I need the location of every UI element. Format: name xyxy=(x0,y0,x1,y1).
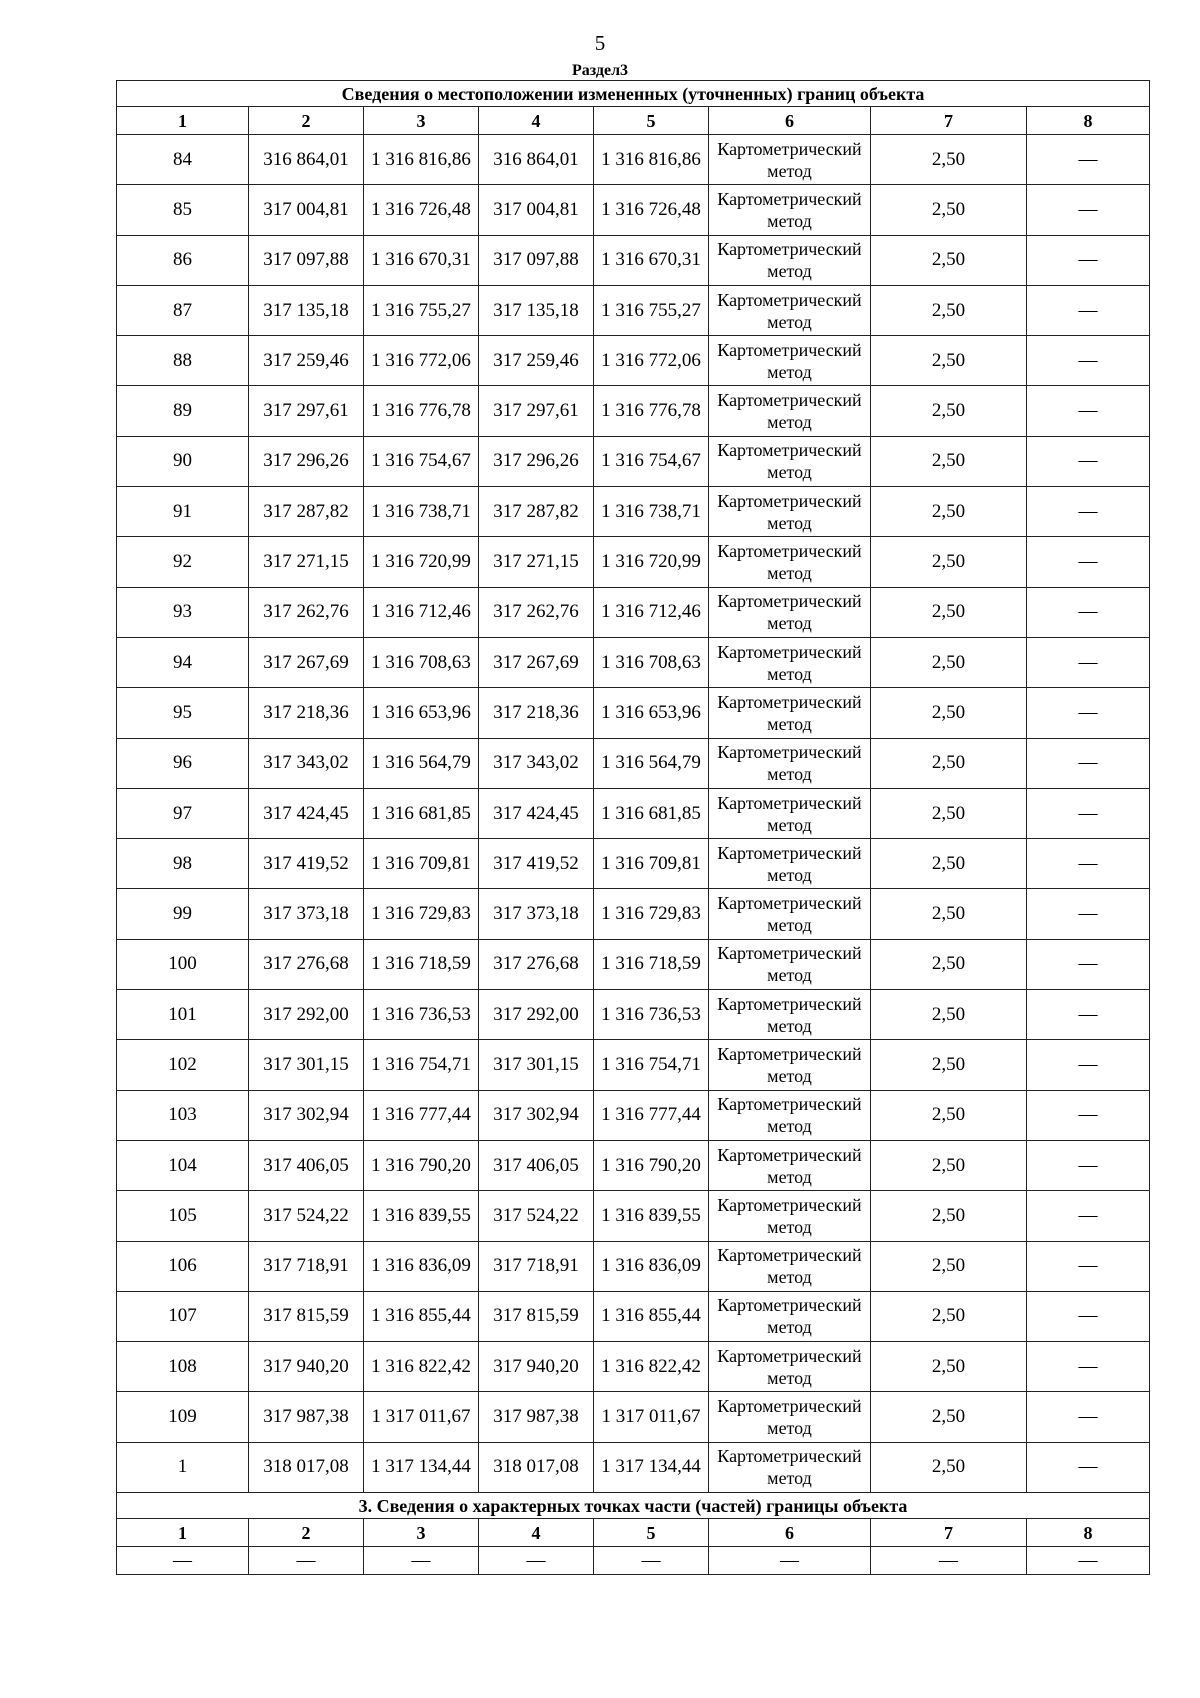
table-cell: 317 296,26 xyxy=(249,436,364,486)
parts-header-row xyxy=(117,1519,1150,1547)
table-cell: 108 xyxy=(117,1342,249,1392)
table-cell: 1 316 670,31 xyxy=(364,235,479,285)
table-cell: 2,50 xyxy=(871,990,1027,1040)
table-cell: 2,50 xyxy=(871,1291,1027,1341)
table-cell: 317 524,22 xyxy=(249,1191,364,1241)
table-cell: 1 316 777,44 xyxy=(594,1090,709,1140)
table-row xyxy=(117,336,1150,386)
table-cell: 317 940,20 xyxy=(249,1342,364,1392)
table-cell: 317 302,94 xyxy=(249,1090,364,1140)
table-cell: 317 297,61 xyxy=(479,386,594,436)
table-cell: 317 815,59 xyxy=(479,1291,594,1341)
table-cell: 317 343,02 xyxy=(249,738,364,788)
table-title: Сведения о местоположении измененных (уточненных) границ объекта xyxy=(117,81,1150,107)
table-cell: 1 317 134,44 xyxy=(364,1442,479,1492)
table-cell: 1 316 736,53 xyxy=(594,990,709,1040)
table-cell: — xyxy=(1027,688,1150,738)
table-cell: — xyxy=(1027,939,1150,989)
table-row xyxy=(117,587,1150,637)
table-cell: 1 316 712,46 xyxy=(364,587,479,637)
table-cell: — xyxy=(1027,1040,1150,1090)
table-cell: — xyxy=(1027,185,1150,235)
method-cell: Картометрический метод xyxy=(709,688,871,738)
table-cell: 1 316 855,44 xyxy=(364,1291,479,1341)
table-cell: 1 316 855,44 xyxy=(594,1291,709,1341)
table-cell: 317 004,81 xyxy=(479,185,594,235)
table-title-row xyxy=(117,81,1150,107)
table-cell: 1 316 738,71 xyxy=(364,487,479,537)
table-cell: 317 297,61 xyxy=(249,386,364,436)
table-row xyxy=(117,487,1150,537)
table-cell: — xyxy=(1027,1392,1150,1442)
table-cell: 1 316 653,96 xyxy=(364,688,479,738)
table-cell: 318 017,08 xyxy=(249,1442,364,1492)
table-cell: — xyxy=(1027,285,1150,335)
table-row xyxy=(117,889,1150,939)
table-cell: 318 017,08 xyxy=(479,1442,594,1492)
table-cell: 317 718,91 xyxy=(249,1241,364,1291)
table-row xyxy=(117,1040,1150,1090)
table-cell: 1 316 564,79 xyxy=(594,738,709,788)
table-cell: 1 316 839,55 xyxy=(364,1191,479,1241)
table-cell: 317 218,36 xyxy=(479,688,594,738)
table-cell: 1 316 776,78 xyxy=(364,386,479,436)
table-cell: — xyxy=(709,1547,871,1575)
table-cell: 2,50 xyxy=(871,1442,1027,1492)
table-cell: 317 940,20 xyxy=(479,1342,594,1392)
table-cell: 1 316 681,85 xyxy=(594,788,709,838)
column-header: 5 xyxy=(594,1519,709,1547)
table-cell: 2,50 xyxy=(871,487,1027,537)
table-cell: 1 316 839,55 xyxy=(594,1191,709,1241)
table-cell: 1 316 822,42 xyxy=(594,1342,709,1392)
table-cell: 317 097,88 xyxy=(479,235,594,285)
table-cell: 2,50 xyxy=(871,1090,1027,1140)
table-cell: 1 316 755,27 xyxy=(594,285,709,335)
table-cell: — xyxy=(1027,1342,1150,1392)
table-cell: 1 316 738,71 xyxy=(594,487,709,537)
table-cell: 317 718,91 xyxy=(479,1241,594,1291)
table-cell: 97 xyxy=(117,788,249,838)
table-cell: — xyxy=(1027,436,1150,486)
table-cell: 317 987,38 xyxy=(479,1392,594,1442)
table-cell: 92 xyxy=(117,537,249,587)
table-cell: — xyxy=(1027,637,1150,687)
table-cell: 1 316 790,20 xyxy=(364,1140,479,1190)
table-cell: 1 317 134,44 xyxy=(594,1442,709,1492)
table-row xyxy=(117,990,1150,1040)
method-cell: Картометрический метод xyxy=(709,1392,871,1442)
column-header: 3 xyxy=(364,107,479,135)
table-cell: — xyxy=(1027,839,1150,889)
table-cell: 95 xyxy=(117,688,249,738)
table-cell: — xyxy=(1027,336,1150,386)
column-header: 6 xyxy=(709,107,871,135)
table-cell: 106 xyxy=(117,1241,249,1291)
table-cell: 1 316 729,83 xyxy=(594,889,709,939)
table-cell: 317 097,88 xyxy=(249,235,364,285)
table-cell: 2,50 xyxy=(871,235,1027,285)
table-cell: — xyxy=(117,1547,249,1575)
table-cell: 87 xyxy=(117,285,249,335)
table-cell: 317 406,05 xyxy=(249,1140,364,1190)
method-cell: Картометрический метод xyxy=(709,1040,871,1090)
table-cell: 94 xyxy=(117,637,249,687)
table-row xyxy=(117,939,1150,989)
column-header: 1 xyxy=(117,1519,249,1547)
table-cell: — xyxy=(1027,135,1150,185)
table-cell: 2,50 xyxy=(871,1140,1027,1190)
table-cell: 1 316 836,09 xyxy=(594,1241,709,1291)
table-cell: 1 316 729,83 xyxy=(364,889,479,939)
table-cell: 317 271,15 xyxy=(249,537,364,587)
method-cell: Картометрический метод xyxy=(709,1442,871,1492)
table-cell: 86 xyxy=(117,235,249,285)
table-cell: 1 316 726,48 xyxy=(364,185,479,235)
table-cell: 317 296,26 xyxy=(479,436,594,486)
table-row xyxy=(117,637,1150,687)
table-row xyxy=(117,235,1150,285)
table-row xyxy=(117,788,1150,838)
parts-empty-row xyxy=(117,1547,1150,1575)
table-cell: 317 276,68 xyxy=(479,939,594,989)
table-cell: — xyxy=(249,1547,364,1575)
table-row xyxy=(117,839,1150,889)
table-cell: 2,50 xyxy=(871,1342,1027,1392)
table-cell: 93 xyxy=(117,587,249,637)
table-cell: 316 864,01 xyxy=(479,135,594,185)
table-cell: 317 262,76 xyxy=(249,587,364,637)
table-row xyxy=(117,1241,1150,1291)
table-cell: — xyxy=(1027,386,1150,436)
table-cell: 1 xyxy=(117,1442,249,1492)
table-cell: 317 135,18 xyxy=(479,285,594,335)
table-cell: 1 316 718,59 xyxy=(594,939,709,989)
table-cell: 85 xyxy=(117,185,249,235)
table-cell: 317 373,18 xyxy=(249,889,364,939)
table-cell: 1 316 681,85 xyxy=(364,788,479,838)
table-cell: 1 316 712,46 xyxy=(594,587,709,637)
table-cell: 317 262,76 xyxy=(479,587,594,637)
table-cell: 91 xyxy=(117,487,249,537)
table-cell: 317 302,94 xyxy=(479,1090,594,1140)
method-cell: Картометрический метод xyxy=(709,1090,871,1140)
table-cell: — xyxy=(1027,738,1150,788)
table-row xyxy=(117,1342,1150,1392)
table-cell: 1 316 709,81 xyxy=(594,839,709,889)
table-cell: 2,50 xyxy=(871,738,1027,788)
table-cell: 1 316 822,42 xyxy=(364,1342,479,1392)
table-row xyxy=(117,436,1150,486)
table-cell: 2,50 xyxy=(871,688,1027,738)
table-cell: 316 864,01 xyxy=(249,135,364,185)
column-header: 4 xyxy=(479,107,594,135)
method-cell: Картометрический метод xyxy=(709,185,871,235)
table-cell: 98 xyxy=(117,839,249,889)
table-cell: 109 xyxy=(117,1392,249,1442)
method-cell: Картометрический метод xyxy=(709,839,871,889)
table-cell: 2,50 xyxy=(871,135,1027,185)
table-cell: 103 xyxy=(117,1090,249,1140)
method-cell: Картометрический метод xyxy=(709,738,871,788)
table-cell: 2,50 xyxy=(871,939,1027,989)
table-cell: 1 316 754,71 xyxy=(364,1040,479,1090)
table-cell: 1 316 772,06 xyxy=(364,336,479,386)
table-cell: 317 987,38 xyxy=(249,1392,364,1442)
table-cell: 2,50 xyxy=(871,1191,1027,1241)
method-cell: Картометрический метод xyxy=(709,788,871,838)
method-cell: Картометрический метод xyxy=(709,1241,871,1291)
method-cell: Картометрический метод xyxy=(709,1342,871,1392)
table-row xyxy=(117,386,1150,436)
table-cell: 2,50 xyxy=(871,637,1027,687)
method-cell: Картометрический метод xyxy=(709,436,871,486)
table-cell: 317 259,46 xyxy=(249,336,364,386)
table-cell: 2,50 xyxy=(871,1040,1027,1090)
table-row xyxy=(117,688,1150,738)
method-cell: Картометрический метод xyxy=(709,1140,871,1190)
table-cell: 102 xyxy=(117,1040,249,1090)
table-cell: 1 316 720,99 xyxy=(594,537,709,587)
table-cell: 90 xyxy=(117,436,249,486)
parts-section-title-row xyxy=(117,1493,1150,1519)
table-cell: 104 xyxy=(117,1140,249,1190)
table-cell: 1 316 754,71 xyxy=(594,1040,709,1090)
method-cell: Картометрический метод xyxy=(709,1191,871,1241)
table-cell: 105 xyxy=(117,1191,249,1241)
table-cell: 317 004,81 xyxy=(249,185,364,235)
column-header: 2 xyxy=(249,107,364,135)
table-cell: 317 287,82 xyxy=(479,487,594,537)
table-cell: 317 259,46 xyxy=(479,336,594,386)
table-row xyxy=(117,185,1150,235)
table-cell: 1 316 790,20 xyxy=(594,1140,709,1190)
table-cell: 1 316 564,79 xyxy=(364,738,479,788)
table-cell: 1 316 726,48 xyxy=(594,185,709,235)
table-cell: 1 316 754,67 xyxy=(594,436,709,486)
table-cell: — xyxy=(1027,587,1150,637)
table-cell: 317 343,02 xyxy=(479,738,594,788)
table-row xyxy=(117,1140,1150,1190)
column-header: 8 xyxy=(1027,1519,1150,1547)
table-cell: — xyxy=(1027,788,1150,838)
method-cell: Картометрический метод xyxy=(709,336,871,386)
table-cell: 1 316 709,81 xyxy=(364,839,479,889)
table-cell: 317 292,00 xyxy=(249,990,364,1040)
table-cell: 1 316 720,99 xyxy=(364,537,479,587)
table-cell: 89 xyxy=(117,386,249,436)
table-cell: 2,50 xyxy=(871,185,1027,235)
table-cell: 1 316 754,67 xyxy=(364,436,479,486)
table-row xyxy=(117,285,1150,335)
method-cell: Картометрический метод xyxy=(709,587,871,637)
table-cell: 2,50 xyxy=(871,537,1027,587)
table-cell: 317 301,15 xyxy=(479,1040,594,1090)
method-cell: Картометрический метод xyxy=(709,285,871,335)
table-cell: 1 317 011,67 xyxy=(364,1392,479,1442)
table-cell: — xyxy=(1027,235,1150,285)
table-cell: 1 316 772,06 xyxy=(594,336,709,386)
table-cell: 99 xyxy=(117,889,249,939)
table-row xyxy=(117,537,1150,587)
table-row xyxy=(117,1442,1150,1492)
method-cell: Картометрический метод xyxy=(709,990,871,1040)
table-cell: 1 316 836,09 xyxy=(364,1241,479,1291)
column-header: 2 xyxy=(249,1519,364,1547)
table-cell: — xyxy=(1027,1241,1150,1291)
table-cell: 1 316 670,31 xyxy=(594,235,709,285)
method-cell: Картометрический метод xyxy=(709,487,871,537)
parts-section-title: 3. Сведения о характерных точках части (частей) границы объекта xyxy=(117,1493,1150,1519)
method-cell: Картометрический метод xyxy=(709,889,871,939)
table-cell: 1 316 816,86 xyxy=(364,135,479,185)
column-header: 8 xyxy=(1027,107,1150,135)
section-label: Раздел3 xyxy=(571,62,629,79)
table-cell: 317 271,15 xyxy=(479,537,594,587)
table-cell: 107 xyxy=(117,1291,249,1341)
table-cell: 2,50 xyxy=(871,889,1027,939)
table-cell: 1 316 718,59 xyxy=(364,939,479,989)
table-cell: 317 524,22 xyxy=(479,1191,594,1241)
method-cell: Картометрический метод xyxy=(709,235,871,285)
table-cell: 2,50 xyxy=(871,788,1027,838)
method-cell: Картометрический метод xyxy=(709,135,871,185)
table-cell: 1 316 755,27 xyxy=(364,285,479,335)
column-header: 7 xyxy=(871,107,1027,135)
table-cell: 2,50 xyxy=(871,1241,1027,1291)
table-cell: 317 424,45 xyxy=(249,788,364,838)
table-cell: — xyxy=(1027,1291,1150,1341)
table-row xyxy=(117,1191,1150,1241)
table-cell: 84 xyxy=(117,135,249,185)
table-cell: — xyxy=(594,1547,709,1575)
table-cell: 317 406,05 xyxy=(479,1140,594,1190)
table-cell: 317 292,00 xyxy=(479,990,594,1040)
table-row xyxy=(117,738,1150,788)
table-cell: 100 xyxy=(117,939,249,989)
table-cell: — xyxy=(1027,537,1150,587)
table-cell: — xyxy=(1027,990,1150,1040)
table-cell: 1 317 011,67 xyxy=(594,1392,709,1442)
table-row xyxy=(117,1090,1150,1140)
table-cell: — xyxy=(1027,1547,1150,1575)
table-cell: 101 xyxy=(117,990,249,1040)
table-cell: 1 316 776,78 xyxy=(594,386,709,436)
table-cell: 317 287,82 xyxy=(249,487,364,537)
column-header: 4 xyxy=(479,1519,594,1547)
table-cell: 317 424,45 xyxy=(479,788,594,838)
table-row xyxy=(117,1291,1150,1341)
table-cell: 1 316 653,96 xyxy=(594,688,709,738)
table-cell: 317 218,36 xyxy=(249,688,364,738)
method-cell: Картометрический метод xyxy=(709,386,871,436)
table-cell: — xyxy=(479,1547,594,1575)
table-cell: 1 316 777,44 xyxy=(364,1090,479,1140)
table-cell: 1 316 736,53 xyxy=(364,990,479,1040)
table-cell: 317 301,15 xyxy=(249,1040,364,1090)
table-cell: 2,50 xyxy=(871,336,1027,386)
table-cell: 1 316 816,86 xyxy=(594,135,709,185)
table-cell: 317 267,69 xyxy=(479,637,594,687)
table-cell: — xyxy=(364,1547,479,1575)
column-header: 3 xyxy=(364,1519,479,1547)
table-row xyxy=(117,135,1150,185)
table-cell: — xyxy=(1027,1140,1150,1190)
table-cell: 2,50 xyxy=(871,436,1027,486)
table-cell: 96 xyxy=(117,738,249,788)
column-header: 7 xyxy=(871,1519,1027,1547)
table-cell: 1 316 708,63 xyxy=(364,637,479,687)
coordinates-table xyxy=(116,80,1150,1575)
table-cell: 2,50 xyxy=(871,285,1027,335)
table-cell: — xyxy=(1027,487,1150,537)
table-cell: 2,50 xyxy=(871,386,1027,436)
table-cell: 2,50 xyxy=(871,1392,1027,1442)
table-header-row xyxy=(117,107,1150,135)
table-cell: 2,50 xyxy=(871,587,1027,637)
method-cell: Картометрический метод xyxy=(709,637,871,687)
table-cell: 317 373,18 xyxy=(479,889,594,939)
table-cell: 317 267,69 xyxy=(249,637,364,687)
table-cell: — xyxy=(1027,889,1150,939)
column-header: 1 xyxy=(117,107,249,135)
table-cell: — xyxy=(1027,1090,1150,1140)
table-cell: — xyxy=(871,1547,1027,1575)
table-cell: 317 276,68 xyxy=(249,939,364,989)
table-cell: 317 815,59 xyxy=(249,1291,364,1341)
table-cell: 317 135,18 xyxy=(249,285,364,335)
method-cell: Картометрический метод xyxy=(709,1291,871,1341)
method-cell: Картометрический метод xyxy=(709,939,871,989)
page-number: 5 xyxy=(594,31,606,55)
column-header: 5 xyxy=(594,107,709,135)
table-cell: 317 419,52 xyxy=(479,839,594,889)
method-cell: Картометрический метод xyxy=(709,537,871,587)
column-header: 6 xyxy=(709,1519,871,1547)
table-cell: 317 419,52 xyxy=(249,839,364,889)
table-cell: 1 316 708,63 xyxy=(594,637,709,687)
table-cell: 2,50 xyxy=(871,839,1027,889)
table-cell: 88 xyxy=(117,336,249,386)
table-row xyxy=(117,1392,1150,1442)
table-cell: — xyxy=(1027,1442,1150,1492)
table-cell: — xyxy=(1027,1191,1150,1241)
